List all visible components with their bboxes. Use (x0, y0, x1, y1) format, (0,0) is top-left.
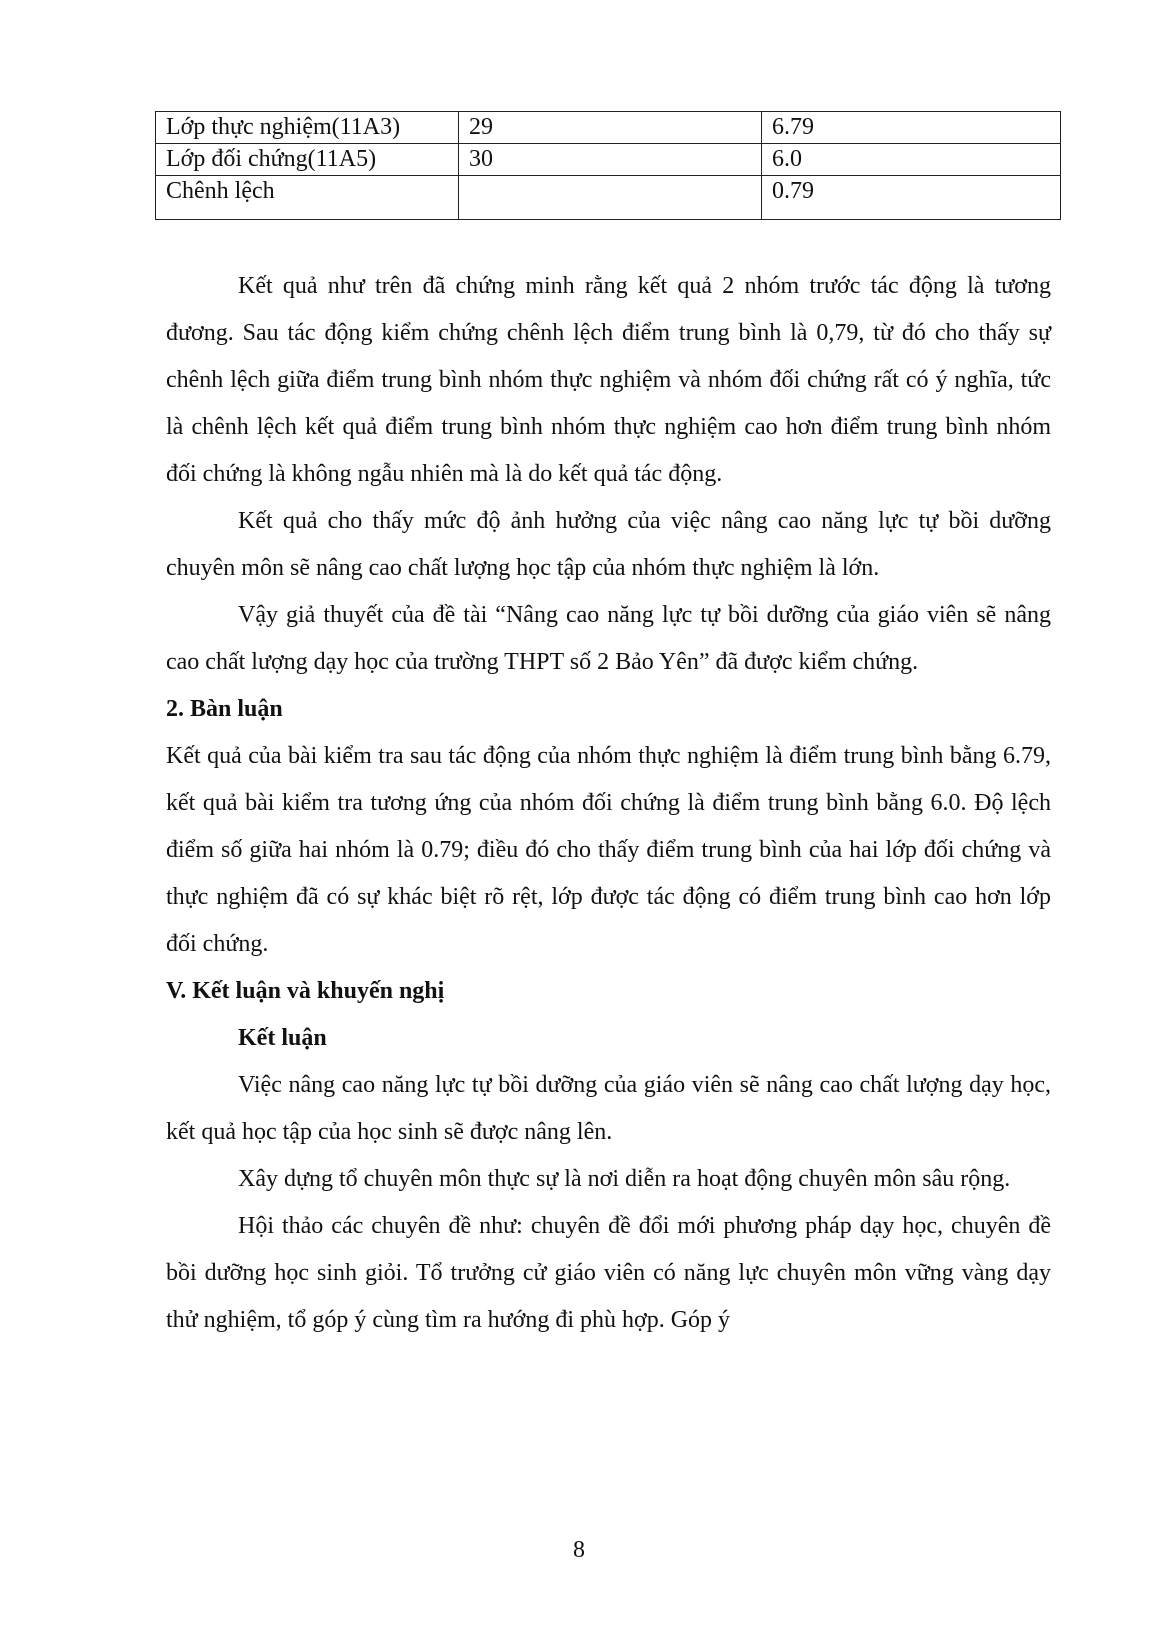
table-cell-label: Chênh lệch (156, 176, 459, 220)
paragraph-impact-level: Kết quả cho thấy mức độ ảnh hưởng của việc nâng cao năng lực tự bồi dưỡng chuyên môn sẽ nâng cao chất lượng học tập của nhóm thực nghiệm là lớn. (166, 508, 1051, 581)
table-row (156, 176, 1061, 220)
paragraph-conclusion-2: Xây dựng tổ chuyên môn thực sự là nơi diễn ra hoạt động chuyên môn sâu rộng. (238, 1166, 1011, 1192)
table-cell-count: 30 (459, 144, 762, 176)
table-cell-count: 29 (459, 112, 762, 144)
page-number: 8 (573, 1537, 585, 1563)
table-cell-label: Lớp thực nghiệm(11A3) (156, 112, 459, 144)
table-cell-score: 0.79 (762, 176, 1061, 220)
heading-conclusion-recommendation: V. Kết luận và khuyến nghị (166, 978, 445, 1004)
table-row (156, 144, 1061, 176)
results-table (155, 111, 1061, 220)
table-row (156, 112, 1061, 144)
paragraph-result-equivalence: Kết quả như trên đã chứng minh rằng kết quả 2 nhóm trước tác động là tương đương. Sau tác động kiểm chứng chênh lệch điểm trung bình là 0,79, từ đó cho thấy sự chênh lệch giữa điểm trung bình nhóm thực nghiệm và nhóm đối chứng rất có ý nghĩa, tức là chênh lệch kết quả điểm trung bình nhóm thực nghiệm cao hơn điểm trung bình nhóm đối chứng là không ngẫu nhiên mà là do kết quả tác động. (166, 273, 1051, 487)
heading-discussion: 2. Bàn luận (166, 696, 283, 722)
table-cell-score: 6.79 (762, 112, 1061, 144)
table-cell-count (459, 176, 762, 220)
paragraph-discussion: Kết quả của bài kiểm tra sau tác động của nhóm thực nghiệm là điểm trung bình bằng 6.79, kết quả bài kiểm tra tương ứng của nhóm đối chứng là điểm trung bình bằng 6.0. Độ lệch điểm số giữa hai nhóm là 0.79; điều đó cho thấy điểm trung bình của hai lớp đối chứng và thực nghiệm đã có sự khác biệt rõ rệt, lớp được tác động có điểm trung bình cao hơn lớp đối chứng. (166, 743, 1051, 957)
paragraph-conclusion-3: Hội thảo các chuyên đề như: chuyên đề đổi mới phương pháp dạy học, chuyên đề bồi dưỡng học sinh giỏi. Tổ trưởng cử giáo viên có năng lực chuyên môn vững vàng dạy thử nghiệm, tổ góp ý cùng tìm ra hướng đi phù hợp. Góp ý (166, 1213, 1051, 1333)
paragraph-hypothesis: Vậy giả thuyết của đề tài “Nâng cao năng lực tự bồi dưỡng của giáo viên sẽ nâng cao chất lượng dạy học của trường THPT số 2 Bảo Yên” đã được kiểm chứng. (166, 602, 1051, 675)
table-cell-score: 6.0 (762, 144, 1061, 176)
table-cell-label: Lớp đối chứng(11A5) (156, 144, 459, 176)
paragraph-conclusion-1: Việc nâng cao năng lực tự bồi dưỡng của giáo viên sẽ nâng cao chất lượng dạy học, kết quả học tập của học sinh sẽ được nâng lên. (166, 1072, 1051, 1145)
heading-conclusion: Kết luận (238, 1025, 327, 1051)
body-text (166, 263, 1051, 1344)
